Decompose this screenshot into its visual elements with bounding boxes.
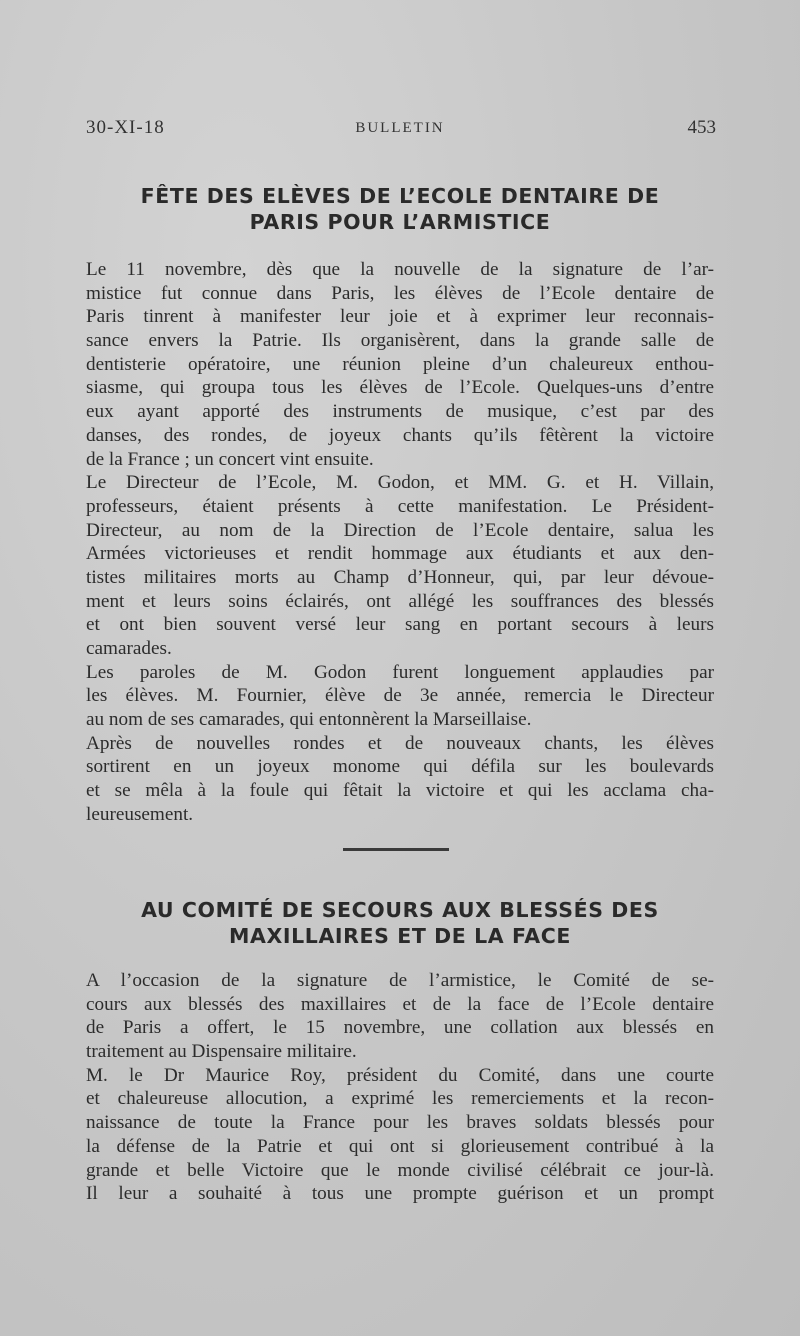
text-line: et ont bien souvent versé leur sang en portant secours à leurs (86, 614, 714, 636)
text-line: Les paroles de M. Godon furent longuement applaudies par (86, 661, 714, 683)
text-line: Il leur a souhaité à tous une prompte guérison et un prompt (86, 1183, 714, 1205)
title-line: FÊTE DES ELÈVES DE L’ECOLE DENTAIRE DE (140, 184, 660, 208)
article-2-body (86, 969, 714, 1206)
text-line: Après de nouvelles rondes et de nouveaux chants, les élèves (86, 732, 714, 754)
text-line: siasme, qui groupa tous les élèves de l’Ecole. Quelques-uns d’entre (86, 377, 714, 399)
title-line: MAXILLAIRES ET DE LA FACE (229, 924, 571, 948)
text-line: sance envers la Patrie. Ils organisèrent, dans la grande salle de (86, 330, 714, 352)
running-header (86, 117, 714, 143)
title-line: PARIS POUR L’ARMISTICE (249, 210, 551, 234)
text-line: de Paris a offert, le 15 novembre, une collation aux blessés en (86, 1017, 714, 1039)
text-line: leureusement. (86, 803, 194, 825)
text-line: A l’occasion de la signature de l’armistice, le Comité de se- (86, 970, 714, 991)
text-line: traitement au Dispensaire militaire. (86, 1041, 357, 1063)
text-line: Armées victorieuses et rendit hommage aux étudiants et aux den- (86, 543, 714, 565)
text-line: de la France ; un concert vint ensuite. (86, 448, 374, 470)
text-line: les élèves. M. Fournier, élève de 3e année, remercia le Directeur (86, 685, 714, 707)
header-title: BULLETIN (355, 120, 445, 136)
text-line: dentisterie opératoire, une réunion pleine d’un chaleureux enthou- (86, 353, 714, 375)
text-line: Paris tinrent à manifester leur joie et à exprimer leur reconnais- (86, 306, 714, 328)
page-number: 453 (687, 117, 716, 138)
article-1-body (86, 258, 714, 827)
text-line: Le Directeur de l’Ecole, M. Godon, et MM. G. et H. Villain, (86, 472, 714, 494)
text-line: Le 11 novembre, dès que la nouvelle de la signature de l’ar- (86, 259, 714, 280)
text-line: grande et belle Victoire que le monde civilisé célébrait ce jour-là. (86, 1159, 714, 1181)
article-2-title (86, 897, 714, 949)
text-line: la défense de la Patrie et qui ont si glorieusement contribué à la (86, 1135, 714, 1157)
text-line: professeurs, étaient présents à cette manifestation. Le Président- (86, 495, 714, 517)
header-date: 30-XI-18 (86, 117, 165, 138)
text-line: et se mêla à la foule qui fêtait la victoire et qui les acclama cha- (86, 780, 714, 802)
text-line: eux ayant apporté des instruments de musique, c’est par des (86, 401, 714, 423)
article-1-title (86, 183, 714, 235)
text-line: ment et leurs soins éclairés, ont allégé les souffrances des blessés (86, 590, 714, 612)
text-line: et chaleureuse allocution, a exprimé les remerciements et la recon- (86, 1088, 714, 1110)
text-line: tistes militaires morts au Champ d’Honneur, qui, par leur dévoue- (86, 566, 714, 588)
text-line: au nom de ses camarades, qui entonnèrent la Marseillaise. (86, 709, 532, 731)
text-line: Directeur, au nom de la Direction de l’Ecole dentaire, salua les (86, 519, 714, 541)
text-line: cours aux blessés des maxillaires et de la face de l’Ecole dentaire (86, 993, 714, 1015)
text-line: M. le Dr Maurice Roy, président du Comité, dans une courte (86, 1064, 714, 1086)
text-line: sortirent en un joyeux monome qui défila sur les boulevards (86, 756, 714, 778)
text-line: danses, des rondes, de joyeux chants qu’ils fêtèrent la victoire (86, 424, 714, 446)
text-line: mistice fut connue dans Paris, les élèves de l’Ecole dentaire de (86, 282, 714, 304)
title-line: AU COMITÉ DE SECOURS AUX BLESSÉS DES (141, 898, 659, 922)
section-divider (343, 848, 449, 851)
text-line: naissance de toute la France pour les braves soldats blessés pour (86, 1112, 714, 1134)
text-line: camarades. (86, 638, 172, 659)
